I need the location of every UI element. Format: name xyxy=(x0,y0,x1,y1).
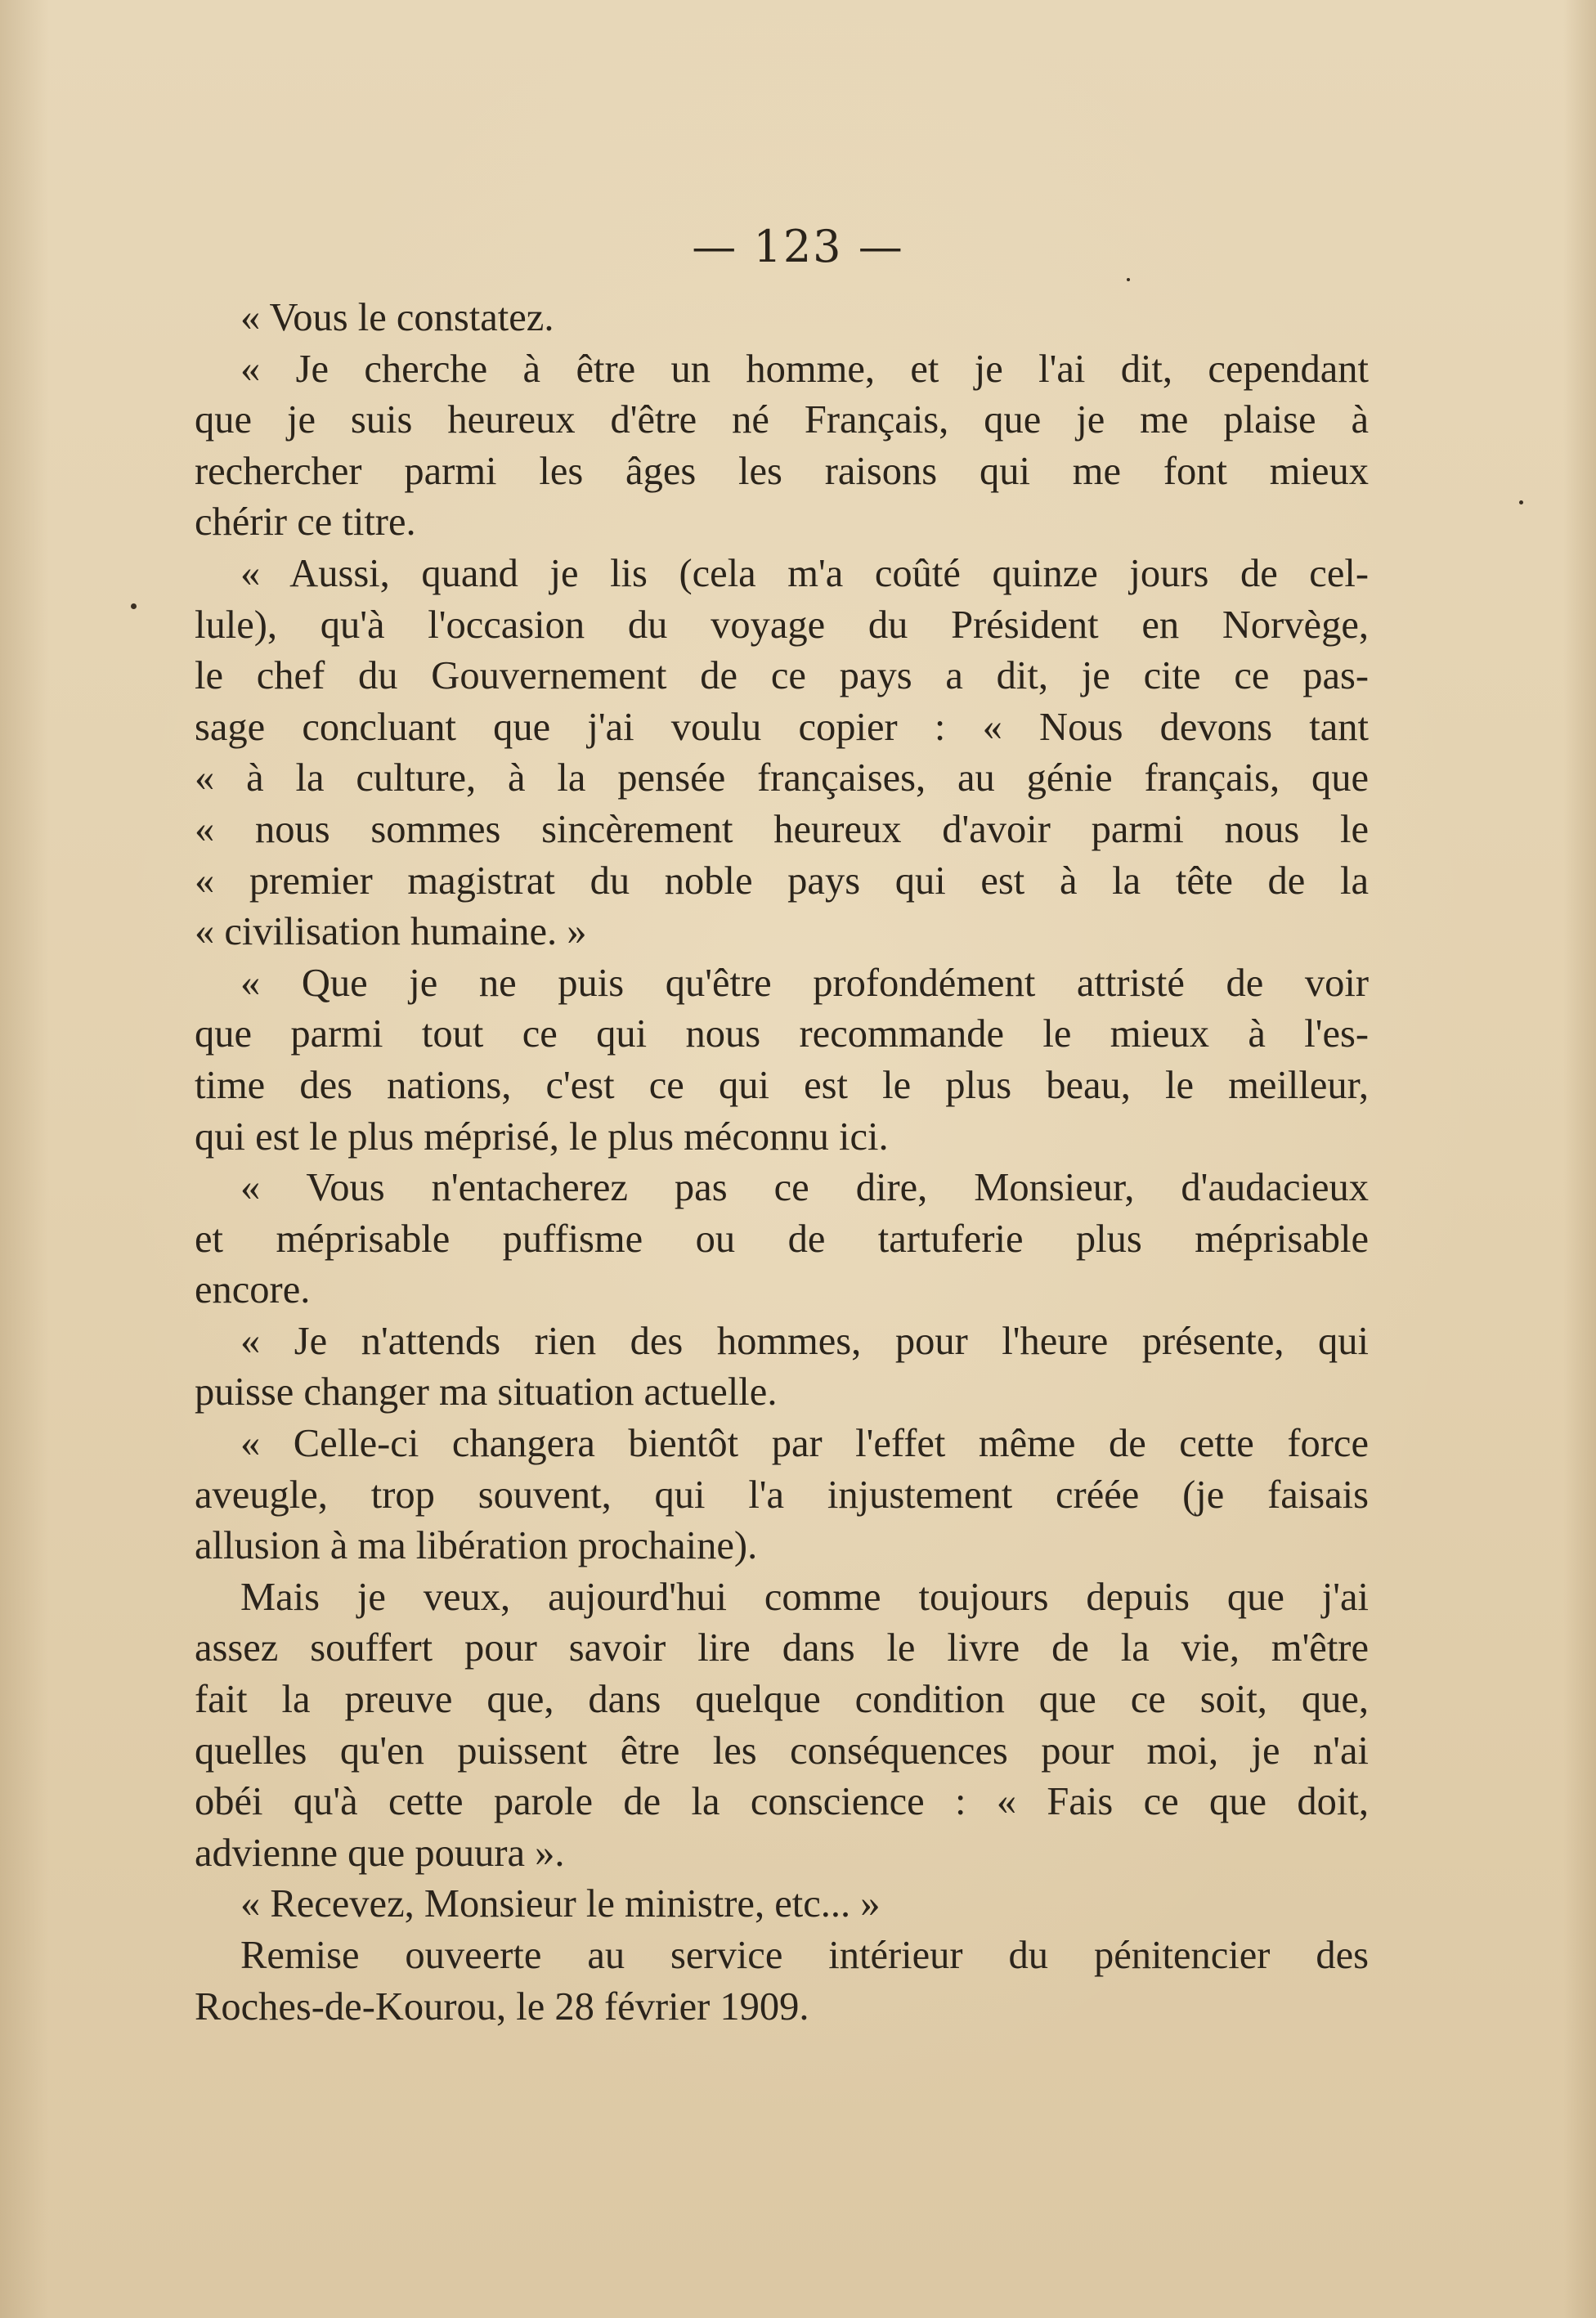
page-edge-shadow-left xyxy=(0,0,49,2318)
text-line: sage concluant que j'ai voulu copier : « Nous devons tant xyxy=(195,705,1369,749)
text-line: rechercher parmi les âges les raisons qui me font mieux xyxy=(195,449,1369,493)
paper-speck xyxy=(1127,278,1130,281)
paragraph xyxy=(195,549,1369,958)
text-line: Mais je veux, aujourd'hui comme toujours depuis que j'ai xyxy=(240,1575,1369,1619)
text-line: assez souffert pour savoir lire dans le livre de la vie, m'être xyxy=(195,1626,1369,1670)
text-line: « Je n'attends rien des hommes, pour l'heure présente, qui xyxy=(240,1319,1369,1363)
paragraph xyxy=(195,958,1369,1163)
text-line: « premier magistrat du noble pays qui est à la tête de la xyxy=(195,859,1369,903)
text-line: « Aussi, quand je lis (cela m'a coûté quinze jours de cel- xyxy=(240,551,1369,595)
text-line: « nous sommes sincèrement heureux d'avoir parmi nous le xyxy=(195,807,1369,851)
paper-speck xyxy=(1519,500,1523,504)
page-edge-shadow-right xyxy=(1563,0,1596,2318)
text-line: que je suis heureux d'être né Français, que je me plaise à xyxy=(195,398,1369,442)
paragraph xyxy=(195,1930,1369,2033)
paragraph xyxy=(195,344,1369,549)
text-line: qui est le plus méprisé, le plus méconnu ici. xyxy=(195,1114,889,1159)
body-text xyxy=(195,293,1369,2033)
text-line: Roches-de-Kourou, le 28 février 1909. xyxy=(195,1984,809,2029)
text-line: « Que je ne puis qu'être profondément attristé de voir xyxy=(240,961,1369,1005)
text-line: « Celle-ci changera bientôt par l'effet même de cette force xyxy=(240,1422,1369,1466)
text-line: « Recevez, Monsieur le ministre, etc... » xyxy=(240,1882,881,1926)
paragraph xyxy=(195,1572,1369,1880)
text-line: le chef du Gouvernement de ce pays a dit, je cite ce pas- xyxy=(195,654,1369,698)
text-line: quelles qu'en puissent être les conséquences pour moi, je n'ai xyxy=(195,1728,1369,1773)
text-line: encore. xyxy=(195,1268,311,1312)
text-line: « à la culture, à la pensée françaises, au génie français, que xyxy=(195,756,1369,800)
text-line: fait la preuve que, dans quelque condition que ce soit, que, xyxy=(195,1678,1369,1722)
text-line: « Vous le constatez. xyxy=(240,296,554,339)
text-line: et méprisable puffisme ou de tartuferie plus méprisable xyxy=(195,1217,1369,1261)
text-line: lule), qu'à l'occasion du voyage du Président en Norvège, xyxy=(195,603,1369,647)
paragraph xyxy=(195,1419,1369,1572)
paragraph xyxy=(195,1163,1369,1316)
paper-speck xyxy=(131,603,137,609)
text-line: que parmi tout ce qui nous recommande le mieux à l'es- xyxy=(195,1012,1369,1056)
text-line: « Vous n'entacherez pas ce dire, Monsieur, d'audacieux xyxy=(240,1166,1369,1210)
paragraph xyxy=(195,293,1369,344)
text-line: obéi qu'à cette parole de la conscience : « Fais ce que doit, xyxy=(195,1780,1369,1824)
text-line: Remise ouveerte au service intérieur du pénitencier des xyxy=(240,1934,1369,1977)
text-line: allusion à ma libération prochaine). xyxy=(195,1524,758,1568)
text-line: « civilisation humaine. » xyxy=(195,910,587,954)
text-line: time des nations, c'est ce qui est le plus beau, le meilleur, xyxy=(195,1063,1369,1107)
page-number: — 123 — xyxy=(692,221,904,272)
text-line: chérir ce titre. xyxy=(195,500,416,545)
text-line: advienne que pouura ». xyxy=(195,1831,565,1875)
text-line: puisse changer ma situation actuelle. xyxy=(195,1370,778,1415)
text-line: « Je cherche à être un homme, et je l'ai dit, cependant xyxy=(240,347,1369,391)
paragraph xyxy=(195,1316,1369,1419)
text-line: aveugle, trop souvent, qui l'a injustement créée (je faisais xyxy=(195,1473,1369,1517)
paragraph xyxy=(195,1879,1369,1930)
